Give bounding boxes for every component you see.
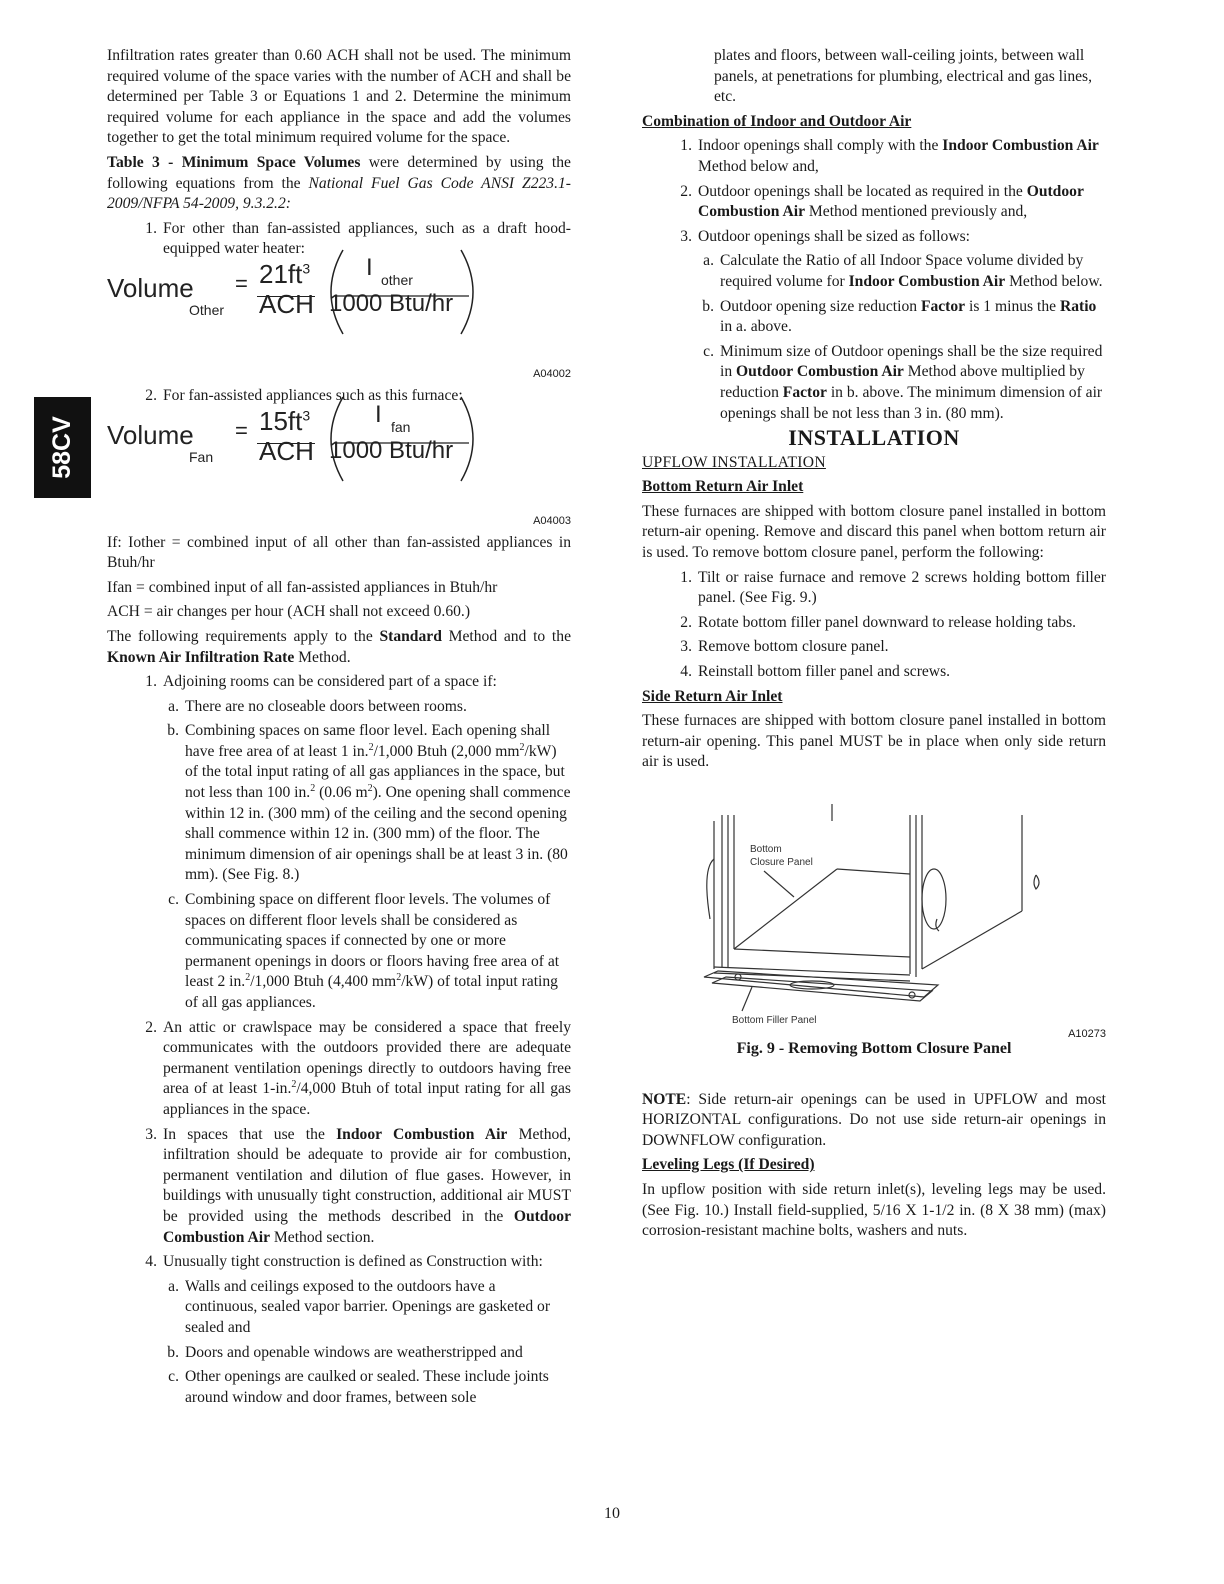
paragraph-requirements: The following requirements apply to the Standard Method and to the Known Air Infiltration Rate Method. — [107, 627, 571, 666]
comb-item-2: 2. Outdoor openings shall be located as required in the Outdoor Combustion Air Method mentioned previously and, — [680, 182, 1084, 221]
figure-caption: Fig. 9 - Removing Bottom Closure Panel — [736, 1040, 1012, 1057]
definition-ifan: Ifan = combined input of all fan-assisted appliances in Btuh/hr — [107, 578, 498, 596]
equation-volume-fan — [107, 400, 571, 533]
definition-iother: If: Iother = combined input of all other than fan-assisted appliances in Btuh/hr — [107, 533, 571, 572]
left-column — [107, 46, 571, 1412]
eq1-code: A04002 — [533, 367, 571, 380]
eq2-equals: = — [235, 417, 248, 443]
side-tab-label: 58CV — [48, 416, 77, 479]
list-item-eq1: 1. For other than fan-assisted appliances, such as a draft hood-equipped water heater: — [145, 219, 571, 258]
section-side-tab — [34, 397, 91, 498]
list-item-3: 3. In spaces that use the Indoor Combustion Air Method, infiltration should be adequate to provide air for combustion, permanent ventilation and dilution of flue gases. However, in buildings with unusually tight construction, additional air MUST be provided using the methods described in the Outdoor Combustion Air Method section. — [145, 1125, 571, 1246]
step-3: 3. Remove bottom closure panel. — [680, 638, 889, 656]
heading-bottom-return: Bottom Return Air Inlet — [642, 478, 804, 496]
paragraph-note: NOTE: Side return-air openings can be used in UPFLOW and most HORIZONTAL configurations. Do not use side return-air openings in DOWNFLOW configuration. — [642, 1090, 1106, 1149]
eq1-sub: Other — [189, 301, 225, 318]
paragraph-leveling-legs: In upflow position with side return inlet(s), leveling legs may be used. (See Fig. 10.) Install field-supplied, 5/16 X 1-1/2 in. (8 X 38 mm) (max) corrosion-resistant machine bolts, washers and nuts. — [642, 1180, 1106, 1240]
list-item-1: 1. Adjoining rooms can be considered part of a space if: — [145, 673, 497, 691]
list-item-4b: b. Doors and openable windows are weatherstripped and — [167, 1343, 523, 1361]
comb-item-3b: b. Outdoor opening size reduction Factor is 1 minus the Ratio in a. above. — [702, 297, 1097, 336]
label-bottom-filler-panel: Bottom Filler Panel — [732, 1015, 817, 1026]
eq2-code: A04003 — [533, 514, 571, 527]
step-4: 4. Reinstall bottom filler panel and screws. — [680, 663, 951, 681]
eq2-lhs: Volume — [107, 419, 194, 450]
comb-item-3a: a. Calculate the Ratio of all Indoor Space volume divided by required volume for Indoor Combustion Air Method below. — [703, 252, 1103, 290]
step-2: 2. Rotate bottom filler panel downward to release holding tabs. — [680, 613, 1077, 631]
heading-installation: INSTALLATION — [788, 425, 960, 451]
furnace-diagram — [642, 799, 1106, 1039]
definition-ach: ACH = air changes per hour (ACH shall not exceed 0.60.) — [107, 603, 471, 621]
paragraph-bottom-return: These furnaces are shipped with bottom closure panel installed in bottom return-air opening. Remove and discard this panel when bottom return air is used. To remove bottom closure panel, perform the following: — [642, 502, 1106, 562]
paragraph-table3: Table 3 - Minimum Space Volumes were determined by using the following equations from the National Fuel Gas Code ANSI Z223.1-2009/NFPA 54-2009, 9.3.2.2: — [107, 153, 571, 213]
eq1-btu: 1000 Btu/hr — [329, 289, 454, 317]
comb-item-3c: c. Minimum size of Outdoor openings shall be the size required in Outdoor Combustion Air Method above multiplied by reduction Factor in b. above. The minimum dimension of air openings shall be not less than 3 in. (80 mm). — [703, 342, 1103, 422]
heading-upflow: UPFLOW INSTALLATION — [642, 453, 826, 471]
figure-9 — [642, 799, 1106, 1039]
eq1-lhs: Volume — [107, 272, 194, 303]
list-item-4: 4. Unusually tight construction is defined as Construction with: — [145, 1253, 543, 1271]
eq1-equals: = — [235, 270, 248, 296]
eq2-i: I — [375, 400, 382, 428]
comb-item-3: 3. Outdoor openings shall be sized as follows: — [680, 227, 970, 245]
eq2-i-sub: fan — [391, 418, 411, 435]
eq2-numerator: $15ft^3$ — [259, 405, 311, 436]
paragraph-side-return: These furnaces are shipped with bottom closure panel installed in bottom return-air opening. This panel MUST be in place when only side return air is used. — [642, 712, 1106, 771]
eq1-numerator: $21ft^3$ — [259, 258, 311, 289]
heading-combination: Combination of Indoor and Outdoor Air — [642, 112, 912, 130]
label-closure-panel: Closure Panel — [750, 857, 813, 868]
eq2-btu: 1000 Btu/hr — [329, 436, 454, 464]
eq2-denominator: ACH — [259, 435, 314, 466]
heading-leveling-legs: Leveling Legs (If Desired) — [642, 1156, 815, 1174]
paragraph-continued: plates and floors, between wall-ceiling joints, between wall panels, at penetrations for plumbing, electrical and gas lines, etc. — [714, 47, 1093, 106]
list-item-4a: a. Walls and ceilings exposed to the outdoors have a continuous, sealed vapor barrier. Openings are gasketed or sealed and — [168, 1277, 551, 1336]
list-item-4c: c. Other openings are caulked or sealed. These include joints around window and door frames, between sole — [168, 1368, 549, 1406]
right-column — [642, 46, 1106, 1246]
eq1-i: I — [366, 253, 373, 281]
list-item-eq2: 2. For fan-assisted appliances such as this furnace: — [145, 386, 463, 404]
eq1-i-sub: other — [381, 271, 413, 288]
list-item-1c: c. Combining space on different floor levels. The volumes of spaces on different floor levels shall be considered as communicating spaces if connected by one or more permanent openings in doors or floors having free area of at least 2 in.$^2$/1,000 Btuh (4,400 $mm^2/kW$) of total input rating of all gas appliances. — [168, 891, 560, 1011]
label-bottom: Bottom — [750, 844, 782, 855]
eq1-denominator: ACH — [259, 288, 314, 319]
eq2-sub: Fan — [189, 448, 214, 465]
list-item-2: 2. An attic or crawlspace may be considered a space that freely communicates with the outdoors provided there are adequate permanent ventilation openings directly to outdoors having free area of at least 1-in.$^2$/4,000 Btuh of total input rating for all gas appliances in the space. — [145, 1018, 572, 1118]
comb-item-1: 1. Indoor openings shall comply with the Indoor Combustion Air Method below and, — [680, 137, 1099, 175]
figure-code: A10273 — [1068, 1028, 1106, 1041]
list-item-1a: a. There are no closeable doors between rooms. — [168, 697, 467, 715]
heading-side-return: Side Return Air Inlet — [642, 687, 783, 705]
paragraph-infiltration: Infiltration rates greater than 0.60 ACH shall not be used. The minimum required volume of the space varies with the number of ACH and shall be determined per Table 3 or Equations 1 and 2. Determine the minimum required volume for each appliance in the space and add the volumes together to get the total minimum required volume for the space. — [107, 47, 571, 147]
step-1: 1. Tilt or raise furnace and remove 2 screws holding bottom filler panel. (See Fig. 9.) — [680, 568, 1106, 607]
list-item-1b: b. Combining spaces on same floor level. Each opening shall have free area of at least 1 in.$^2$/1,000 Btuh (2,000 $mm^2/kW$) of the total input rating of all gas appliances in the space, but not less than 100 in.$^2$ (0.06 $m^2$). One opening shall commence within 12 in. (300 mm) of the ceiling and the second opening shall commence within 12 in. (300 mm) of the floor. The minimum dimension of air openings shall be at least 3 in. (80 mm). (See Fig. 8.) — [167, 722, 571, 884]
page-number: 10 — [604, 1505, 620, 1522]
equation-volume-other — [107, 253, 571, 386]
